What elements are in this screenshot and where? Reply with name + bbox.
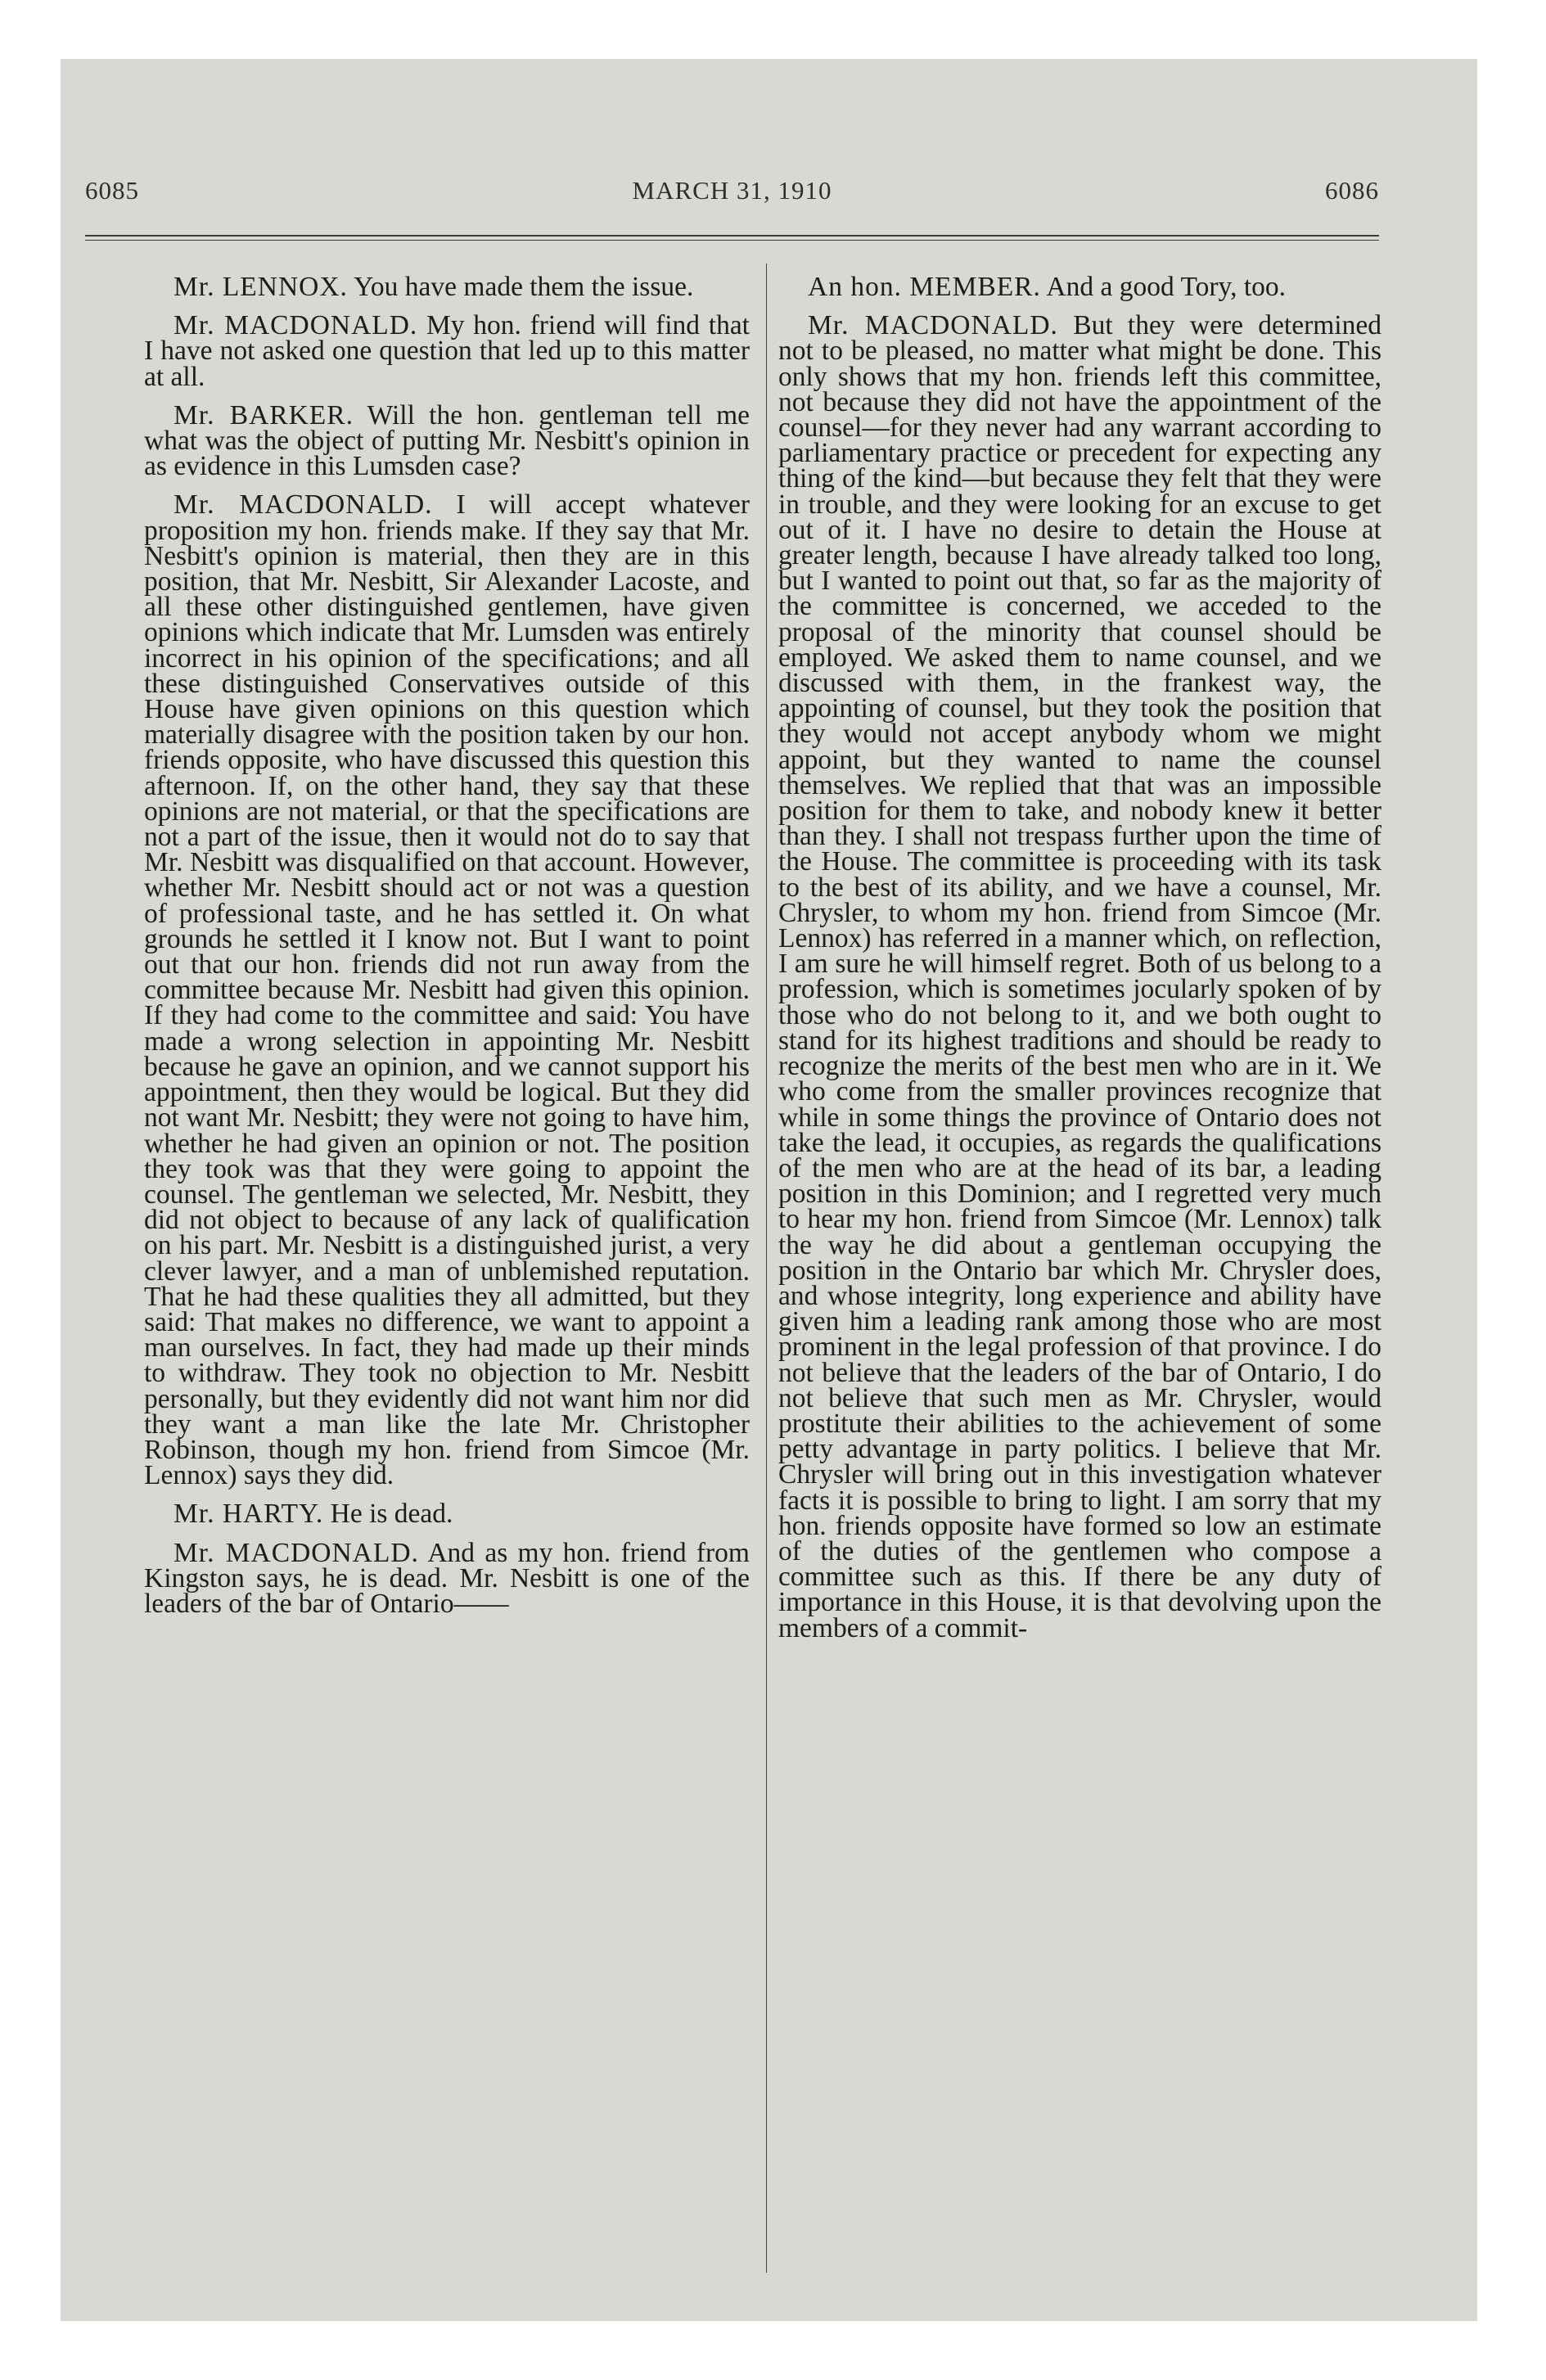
speech-text: He is dead.: [330, 1499, 453, 1530]
speech-text: But they were determined not to be pleased, no matter what might be done. This only shows that my hon. friends left this committee, not because they did not have the appointment of the counsel—for they never had any warrant according to parliamentary practice or precedent for expecting any thing of the kind—but because they felt that they were in trouble, and they were looking for an excuse to get out of it. I have no desire to detain the House at greater length, because I have already talked too long, but I wanted to point out that, so far as the majority of the committee is concerned, we acceded to the proposal of the minority that counsel should be employed. We asked them to name counsel, and we discussed with them, in the frankest way, the appointing of counsel, but they took the position that they would not accept anybody whom we might appoint, but they wanted to name the counsel themselves. We replied that that was an impossible position for them to take, and nobody knew it better than they. I shall not trespass further upon the time of the House. The committee is proceeding with its task to the best of its ability, and we have a counsel, Mr. Chrysler, to whom my hon. friend from Simcoe (Mr. Lennox) has referred in a manner which, on reflection, I am sure he will himself regret. Both of us belong to a profession, which is sometimes jocularly spoken of by those who do not belong to it, and we both ought to stand for its highest traditions and should be ready to recognize the merits of the best men who are in it. We who come from the smaller provinces recognize that while in some things the province of Ontario does not take the lead, it occupies, as regards the qualifications of the men who are at the head of its bar, a leading position in this Dominion; and I regretted very much to hear my hon. friend from Simcoe (Mr. Lennox) talk the way he did about a gentleman occupying the position in the Ontario bar which Mr. Chrysler does, and whose integrity, long experience and ability have given him a leading rank among those who are most prominent in the legal profession of that province. I do not believe that the leaders of the bar of Ontario, I do not believe that such men as Mr. Chrysler, would prostitute their abilities to the achievement of some petty advantage in party politics. I believe that Mr. Chrysler will bring out in this investigation whatever facts it is possible to bring to light. I am sorry that my hon. friends opposite have formed so low an estimate of the duties of the gentlemen who compose a committee such as this. If there be any duty of importance in this House, it is that devolving upon the members of a commit-: [778, 310, 1381, 1643]
page-header: [85, 176, 1379, 209]
left-column: [144, 274, 750, 1629]
speech-paragraph: [778, 274, 1381, 300]
header-date: MARCH 31, 1910: [632, 176, 832, 205]
page-number-left: 6085: [85, 176, 139, 205]
right-column: [778, 274, 1381, 1654]
speech-text: You have made them the issue.: [354, 272, 694, 302]
column-divider: [766, 264, 767, 2273]
speech-text: I will accept whatever proposition my hon. friends make. If they say that Mr. Nesbitt's opinion is material, then they are in this position, that Mr. Nesbitt, Sir Alexander Lacoste, and all these other distinguished gentlemen, have given opinions which indicate that Mr. Lumsden was entirely incorrect in his opinion of the specifications; and all these distinguished Conservatives outside of this House have given opinions on this question which materially disagree with the position taken by our hon. friends opposite, who have discussed this question this afternoon. If, on the other hand, they say that these opinions are not material, or that the specifications are not a part of the issue, then it would not do to say that Mr. Nesbitt was disqualified on that account. However, whether Mr. Nesbitt should act or not was a question of professional taste, and he has settled it. On what grounds he settled it I know not. But I want to point out that our hon. friends did not run away from the committee because Mr. Nesbitt had given this opinion. If they had come to the committee and said: You have made a wrong selection in appointing Mr. Nesbitt because he gave an opinion, and we cannot support his appointment, then they would be logical. But they did not want Mr. Nesbitt; they were not going to have him, whether he had given an opinion or not. The position they took was that they were going to appoint the counsel. The gentleman we selected, Mr. Nesbitt, they did not object to because of any lack of qualification on his part. Mr. Nesbitt is a distinguished jurist, a very clever lawyer, and a man of unblemished reputation. That he had these qualities they all admitted, but they said: That makes no difference, we want to appoint a man ourselves. In fact, they had made up their minds to withdraw. They took no objection to Mr. Nesbitt personally, but they evidently did not want him nor did they want a man like the late Mr. Christopher Robinson, though my hon. friend from Simcoe (Mr. Lennox) says they did.: [144, 489, 750, 1491]
speaker-name: Mr. BARKER.: [174, 399, 354, 430]
speaker-name: Mr. MACDONALD.: [174, 489, 433, 521]
speech-paragraph: [778, 310, 1381, 1643]
speaker-name: Mr. LENNOX.: [174, 272, 348, 302]
speaker-name: An hon. MEMBER.: [808, 272, 1041, 302]
speech-paragraph: [144, 274, 750, 300]
speech-text: Will the hon. gentleman tell me what was the object of putting Mr. Nesbitt's opinion in as evidence in this Lumsden case?: [144, 399, 750, 482]
speech-text: And a good Tory, too.: [1046, 272, 1287, 302]
speech-paragraph: [144, 310, 750, 392]
speech-text: And as my hon. friend from Kingston says, he is dead. Mr. Nesbitt is one of the leaders of the bar of Ontario——: [144, 1537, 750, 1619]
speaker-name: Mr. HARTY.: [174, 1499, 324, 1530]
header-rule-thick: [85, 235, 1379, 237]
speaker-name: Mr. MACDONALD.: [174, 310, 418, 341]
speaker-name: Mr. MACDONALD.: [808, 310, 1058, 341]
speech-paragraph: [144, 1537, 750, 1619]
speech-paragraph: [144, 489, 750, 1491]
speech-paragraph: [144, 399, 750, 482]
page-number-right: 6086: [1325, 176, 1379, 205]
header-rule-thin: [85, 240, 1379, 241]
speech-text: My hon. friend will find that I have not asked one question that led up to this matter at all.: [144, 310, 750, 392]
speaker-name: Mr. MACDONALD.: [174, 1537, 419, 1568]
speech-paragraph: [144, 1499, 750, 1530]
